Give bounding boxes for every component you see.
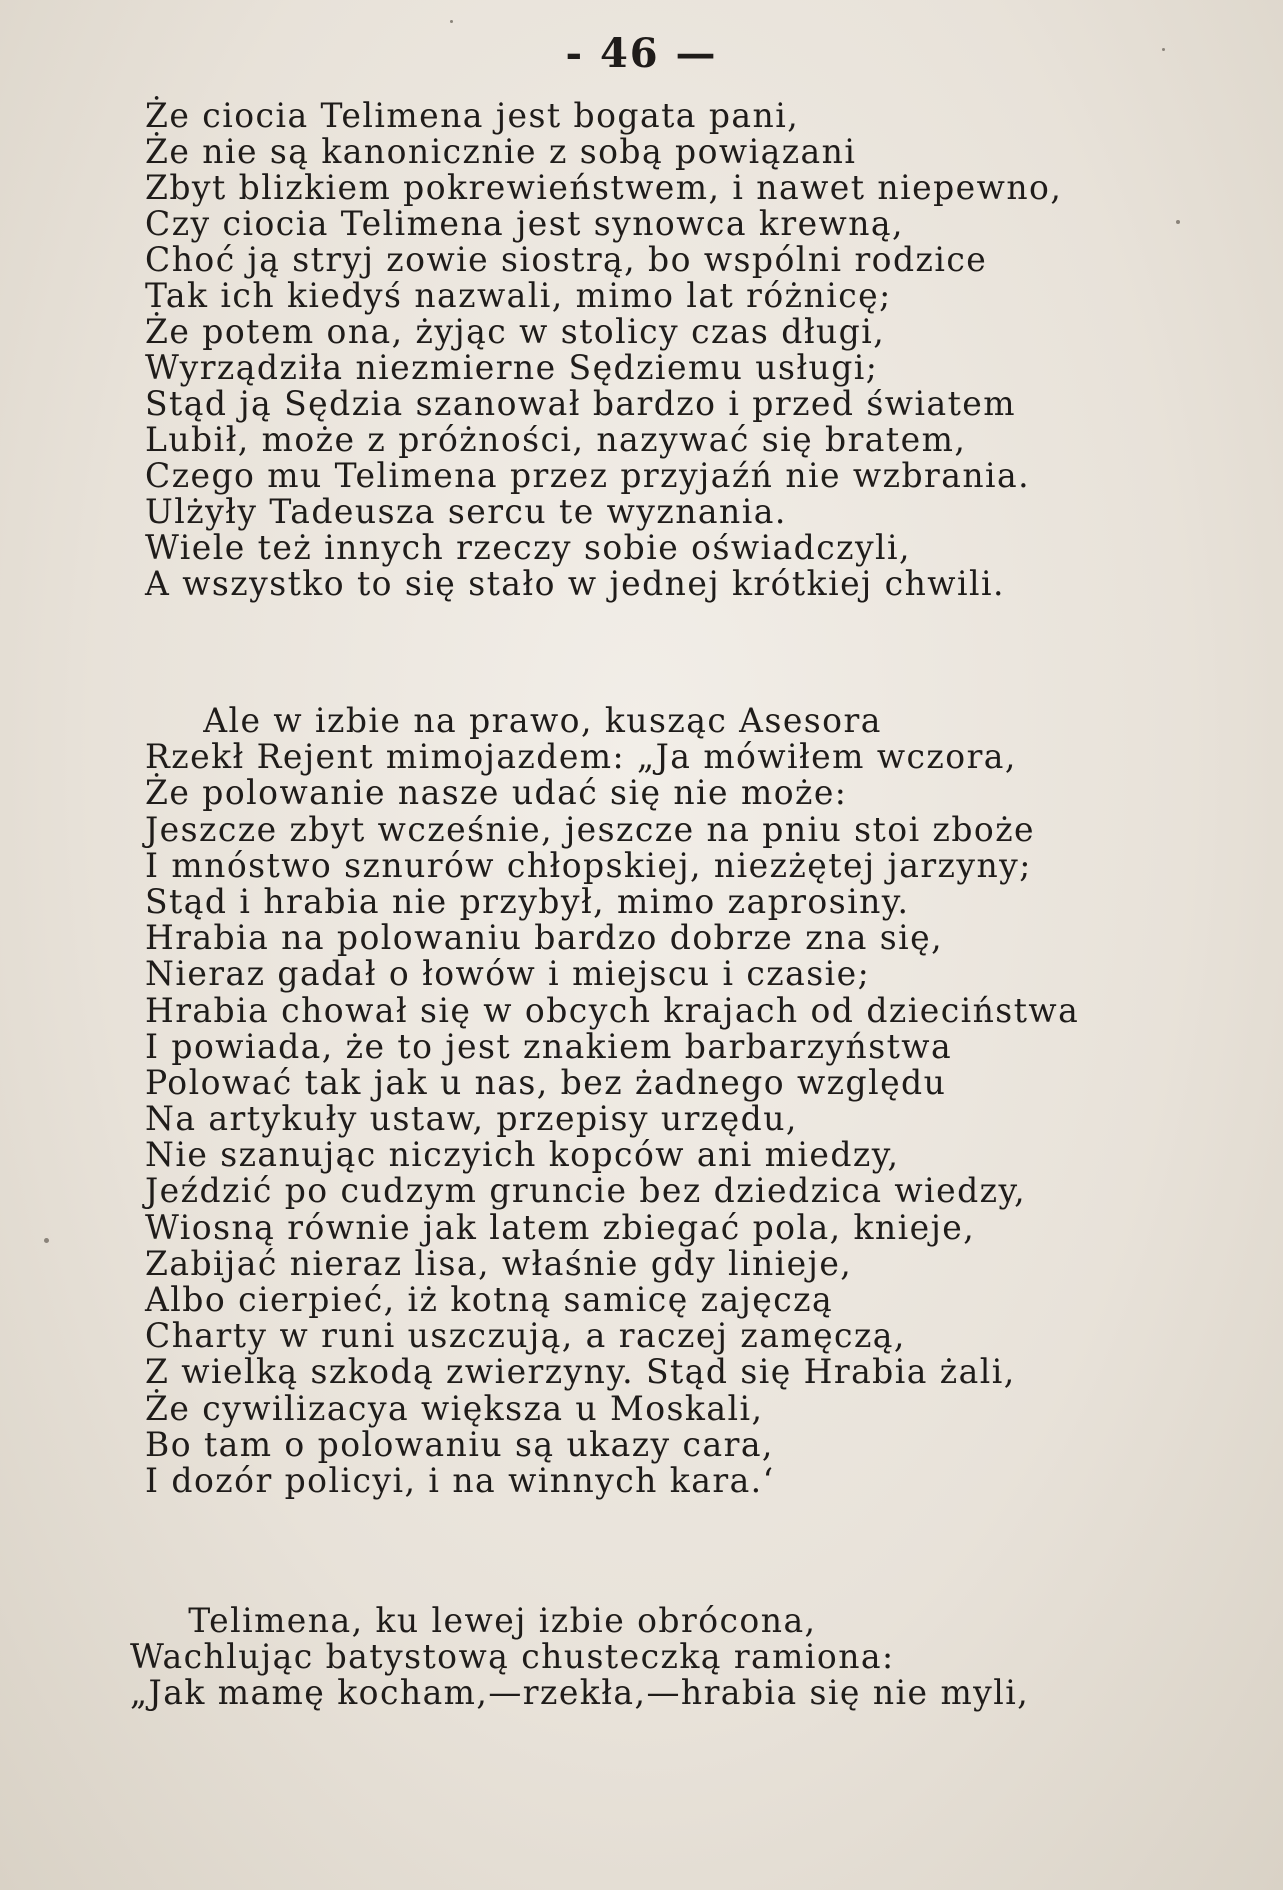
- verse-line: Wiele też innych rzeczy sobie oświadczyli,: [145, 528, 911, 568]
- verse-line: Czego mu Telimena przez przyjaźń nie wzbrania.: [145, 456, 1031, 496]
- verse-line: Rzekł Rejent mimojazdem: „Ja mówiłem wczora,: [145, 737, 1017, 778]
- verse-line: Wiosną równie jak latem zbiegać pola, knieje,: [145, 1207, 976, 1248]
- verse-line: Charty w runi uszczują, a raczej zamęczą,: [145, 1316, 906, 1357]
- verse-line: Lubił, może z próżności, nazywać się bratem,: [145, 420, 967, 460]
- verse-line: Stąd i hrabia nie przybył, mimo zaprosiny.: [145, 881, 910, 922]
- verse-line: Bo tam o polowaniu są ukazy cara,: [145, 1424, 774, 1465]
- verse-line: Jeździć po cudzym gruncie bez dziedzica wiedzy,: [145, 1171, 1027, 1212]
- verse-line: Że polowanie nasze udać się nie może:: [145, 773, 848, 814]
- verse-line: Tak ich kiedyś nazwali, mimo lat różnicę;: [145, 276, 892, 316]
- stanza-3: [130, 1603, 1240, 1712]
- verse-line: Choć ją stryj zowie siostrą, bo wspólni rodzice: [145, 240, 988, 280]
- verse-line: Telimena, ku lewej izbie obrócona,: [188, 1601, 817, 1641]
- verse-line: Czy ciocia Telimena jest synowca krewną,: [145, 204, 904, 244]
- verse-line: Ulżyły Tadeusza sercu te wyznania.: [145, 492, 787, 532]
- page-number: - 46 —: [565, 30, 718, 77]
- stanza-1: [145, 98, 1255, 602]
- verse-line: Jeszcze zbyt wcześnie, jeszcze na pniu stoi zboże: [145, 809, 1036, 850]
- paper-speck: [44, 1238, 49, 1243]
- verse-line: Wachlując batystową chusteczką ramiona:: [130, 1637, 895, 1678]
- verse-line: Że nie są kanonicznie z sobą powiązani: [145, 132, 857, 172]
- verse-line: A wszystko to się stało w jednej krótkiej chwili.: [145, 564, 1005, 604]
- verse-line: Hrabia na polowaniu bardzo dobrze zna się,: [145, 918, 944, 959]
- verse-line: Hrabia chował się w obcych krajach od dzieciństwa: [145, 990, 1080, 1031]
- stanza-2: [145, 703, 1255, 1499]
- verse-line: Zbyt blizkiem pokrewieństwem, i nawet niepewno,: [145, 168, 1063, 208]
- verse-line: Nie szanując niczyich kopców ani miedzy,: [145, 1135, 900, 1176]
- verse-line: Ale w izbie na prawo, kusząc Asesora: [203, 701, 882, 741]
- verse-line: Albo cierpieć, iż kotną samicę zajęczą: [145, 1280, 834, 1320]
- paper-speck: [1162, 48, 1165, 51]
- verse-line: Zabijać nieraz lisa, właśnie gdy linieje,: [145, 1243, 853, 1284]
- verse-line: Że potem ona, żyjąc w stolicy czas długi,: [145, 312, 886, 352]
- verse-line: „Jak mamę kocham,—rzekła,—hrabia się nie myli,: [130, 1673, 1030, 1714]
- verse-line: Z wielką szkodą zwierzyny. Stąd się Hrabia żali,: [145, 1352, 1016, 1393]
- verse-line: Stąd ją Sędzia szanował bardzo i przed światem: [145, 384, 1016, 424]
- verse-line: Wyrządziła niezmierne Sędziemu usługi;: [145, 348, 879, 388]
- verse-line: I powiada, że to jest znakiem barbarzyństwa: [145, 1026, 953, 1067]
- paper-speck: [1176, 220, 1180, 224]
- verse-line: Polować tak jak u nas, bez żadnego względu: [145, 1062, 947, 1103]
- verse-line: Że cywilizacya większa u Moskali,: [145, 1388, 764, 1429]
- verse-line: I dozór policyi, i na winnych kara.‘: [145, 1460, 775, 1501]
- verse-line: I mnóstwo sznurów chłopskiej, niezżętej jarzyny;: [145, 845, 1032, 886]
- verse-line: Na artykuły ustaw, przepisy urzędu,: [145, 1099, 798, 1140]
- verse-line: Że ciocia Telimena jest bogata pani,: [145, 96, 800, 136]
- paper-speck: [450, 20, 453, 23]
- verse-line: Nieraz gadał o łowów i miejscu i czasie;: [145, 954, 871, 995]
